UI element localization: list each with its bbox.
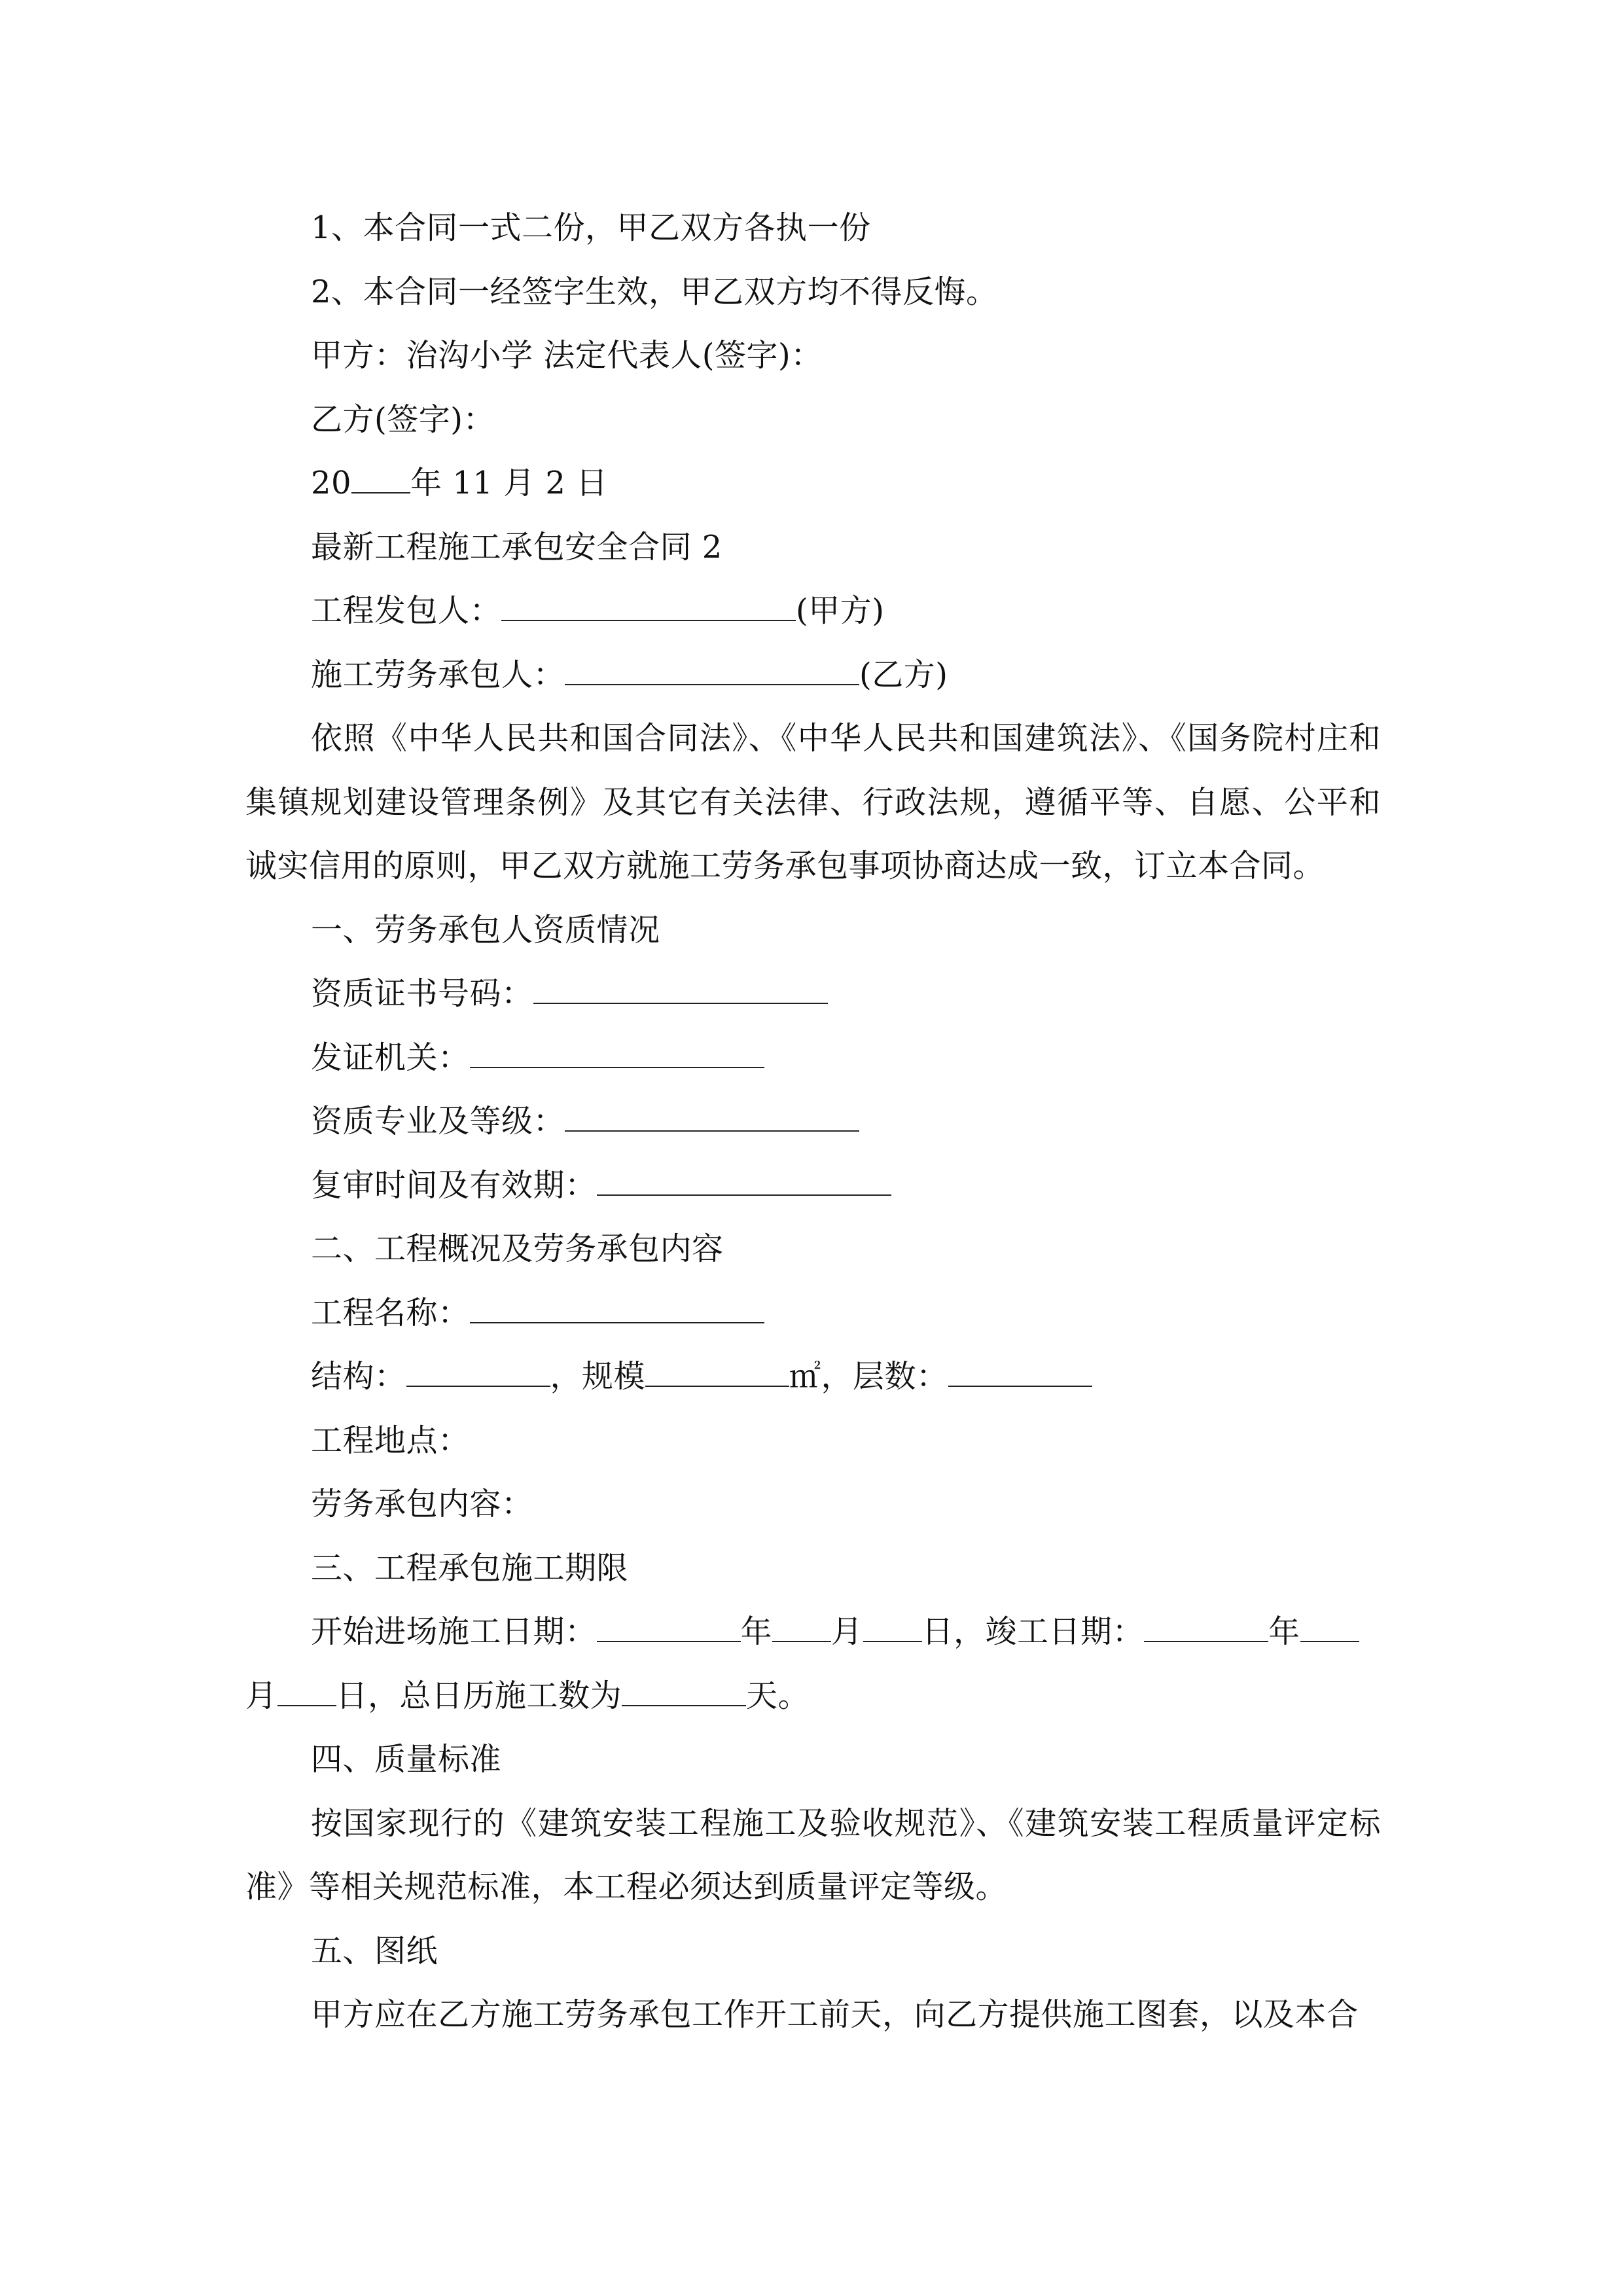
cert-number-label: 资质证书号码： [311, 975, 533, 1012]
period-line-1 [245, 1600, 1381, 1664]
start-month-blank [772, 1612, 831, 1642]
employer-blank [501, 591, 796, 621]
preamble-paragraph: 依照《中华人民共和国合同法》、《中华人民共和国建筑法》、《国务院村庄和集镇规划建设管理条例》及其它有关法律、行政法规，遵循平等、自愿、公平和诚实信用的原则，甲乙双方就施工劳务承包事项协商达成一致，订立本合同。 [245, 720, 1381, 884]
qualification-grade-label: 资质专业及等级： [311, 1103, 565, 1139]
section-qualification: 一、劳务承包人资质情况 [311, 911, 660, 948]
project-name-blank [470, 1293, 764, 1323]
employer-suffix: (甲方) [796, 592, 885, 629]
field-project-name [245, 1282, 1381, 1346]
completion-date-label: 日，竣工日期： [921, 1613, 1145, 1650]
party-a-signature: 甲方：治沟小学 法定代表人(签字)： [311, 337, 823, 374]
contractor-blank [565, 655, 859, 685]
field-project-location: 工程地点： [311, 1422, 470, 1459]
start-month-unit: 月 [831, 1613, 863, 1650]
completion-day-blank [277, 1676, 336, 1706]
total-days-unit: 天。 [746, 1677, 810, 1714]
party-b-signature: 乙方(签字)： [311, 401, 495, 438]
total-days-blank [622, 1676, 746, 1706]
floors-label: ㎡，层数： [789, 1358, 948, 1395]
review-validity-label: 复审时间及有效期： [311, 1166, 597, 1204]
issuing-authority-blank [470, 1038, 764, 1068]
scale-label: ，规模 [550, 1358, 646, 1395]
section-drawings: 五、图纸 [311, 1932, 438, 1969]
field-cert-number [245, 962, 1381, 1026]
completion-month-blank [1300, 1612, 1359, 1642]
field-structure-scale [245, 1345, 1381, 1409]
employer-line [245, 579, 1381, 643]
completion-month-unit: 月 [245, 1677, 277, 1714]
employer-label: 工程发包人： [311, 592, 502, 629]
clause-copies: 1、本合同一式二份，甲乙双方各执一份 [311, 209, 871, 246]
date-rest: 年 11 月 2 日 [410, 465, 608, 501]
document-body [245, 196, 1381, 2047]
cert-number-blank [533, 974, 828, 1004]
start-year-blank [597, 1612, 741, 1642]
contractor-suffix: (乙方) [859, 656, 948, 693]
structure-label: 结构： [311, 1358, 406, 1395]
floors-blank [948, 1357, 1092, 1387]
field-qualification-grade [245, 1090, 1381, 1154]
field-review-validity [245, 1154, 1381, 1218]
field-issuing-authority [245, 1026, 1381, 1090]
section-construction-period: 三、工程承包施工期限 [311, 1549, 629, 1587]
start-date-label: 开始进场施工日期： [311, 1613, 597, 1650]
contract-title: 最新工程施工承包安全合同 2 [311, 528, 722, 565]
contractor-label: 施工劳务承包人： [311, 656, 565, 693]
issuing-authority-label: 发证机关： [311, 1039, 470, 1076]
completion-year-blank [1144, 1612, 1268, 1642]
completion-year-unit: 年 [1268, 1613, 1300, 1650]
review-validity-blank [597, 1166, 891, 1196]
period-line-2 [245, 1664, 1381, 1729]
section-quality-standard: 四、质量标准 [311, 1741, 502, 1778]
signing-date [245, 452, 1381, 516]
contractor-line [245, 643, 1381, 708]
structure-blank [406, 1357, 550, 1387]
start-year-unit: 年 [740, 1613, 773, 1650]
section-project-overview: 二、工程概况及劳务承包内容 [311, 1230, 724, 1267]
date-year-blank [351, 463, 410, 493]
quality-paragraph: 按国家现行的《建筑安装工程施工及验收规范》、《建筑安装工程质量评定标准》等相关规范标准，本工程必须达到质量评定等级。 [245, 1804, 1381, 1905]
qualification-grade-blank [565, 1102, 859, 1132]
field-labor-scope: 劳务承包内容： [311, 1486, 533, 1522]
start-day-blank [863, 1612, 922, 1642]
date-year-prefix: 20 [311, 465, 352, 501]
total-days-label: 日，总日历施工数为 [336, 1677, 622, 1714]
project-name-label: 工程名称： [311, 1294, 470, 1331]
clause-effective: 2、本合同一经签字生效，甲乙双方均不得反悔。 [311, 273, 998, 310]
scale-blank [645, 1357, 789, 1387]
drawings-paragraph: 甲方应在乙方施工劳务承包工作开工前天，向乙方提供施工图套，以及本合 [311, 1996, 1359, 2033]
